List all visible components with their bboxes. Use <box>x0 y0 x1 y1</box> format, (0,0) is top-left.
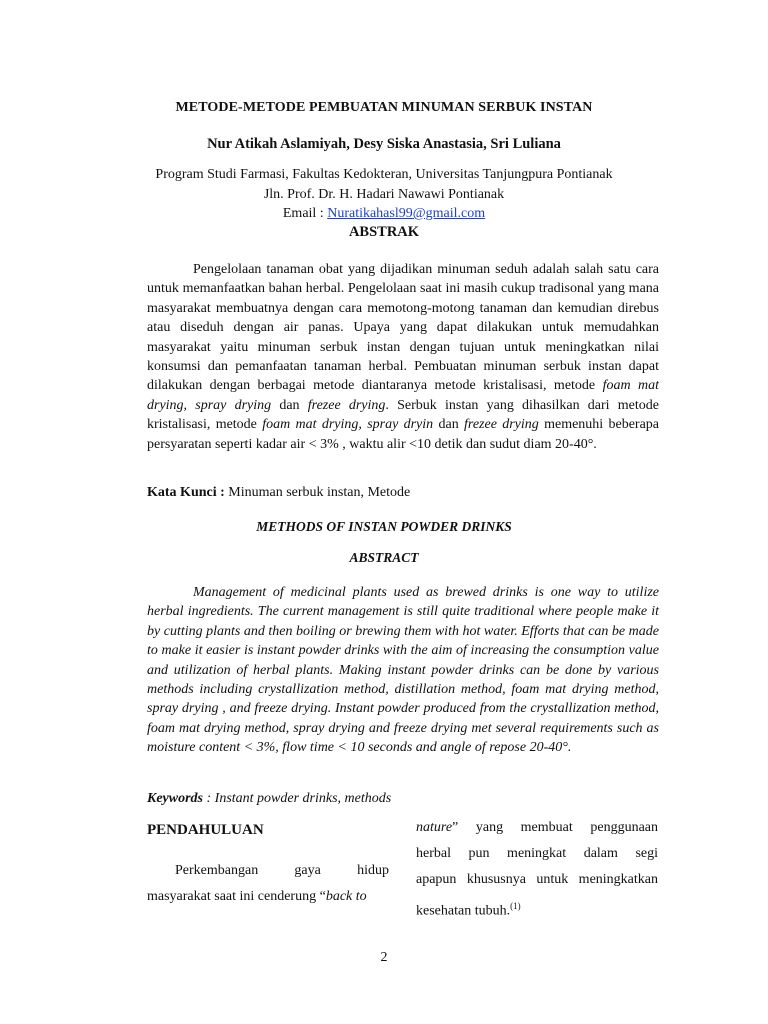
keywords-text: : Instant powder drinks, methods <box>203 791 392 806</box>
address: Jln. Prof. Dr. H. Hadari Nawawi Pontianak <box>263 187 505 202</box>
keywords <box>147 791 391 807</box>
pendahuluan-heading: PENDAHULUAN <box>147 822 264 838</box>
email-line <box>0 206 768 222</box>
reference-marker: (1) <box>510 901 521 911</box>
abstrak-paragraph: Pengelolaan tanaman obat yang dijadikan minuman seduh adalah salah satu cara untuk memanfaatkan bahan herbal. Pengelolaan saat ini masih cukup tradisonal yang mana masyarakat membuatnya dengan cara memotong-motong tanaman dan kemudian direbus atau diseduh dengan air panas. Upaya yang dapat dilakukan untuk memudahkan masyarakat yaitu minuman serbuk instan dengan tujuan untuk meningkatkan nilai konsumsi dan pemanfaatan tanaman herbal. Pembuatan minuman serbuk instan dapat dilakukan dengan berbagai metode diantaranya metode kristalisasi, metode foam mat drying, spray drying dan frezee drying. Serbuk instan yang dihasilkan dari metode kristalisasi, metode foam mat drying, spray dryin dan frezee drying memenuhi beberapa persyaratan seperti kadar air < 3% , waktu alir <10 detik dan sudut diam 20-40°. <box>147 262 660 452</box>
abstract-paragraph: Management of medicinal plants used as brewed drinks is one way to utilize herbal ingredients. The current management is still quite traditional where people make it by cutting plants and then boiling or brewing them with hot water. Efforts that can be made to make it easier is instant powder drinks with the aim of increasing the consumption value and utilization of herbal plants. Making instant powder drinks can be done by various methods including crystallization method, distillation method, foam mat drying method, spray drying , and freeze drying. Instant powder produced from the crystallization method, foam mat drying method, spray drying and freeze drying met several requirements such as moisture content < 3%, flow time < 10 seconds and angle of repose 20-40°. <box>147 585 659 756</box>
email-link[interactable]: Nuratikahasl99@gmail.com <box>327 206 486 221</box>
keywords-label: Keywords <box>147 791 203 806</box>
kata-kunci-text: Minuman serbuk instan, Metode <box>224 485 411 500</box>
abstract-heading: ABSTRACT <box>349 550 419 565</box>
affiliation: Program Studi Farmasi, Fakultas Kedokteran, Universitas Tanjungpura Pontianak <box>155 167 613 182</box>
kata-kunci-label: Kata Kunci : <box>147 485 225 500</box>
abstrak-heading: ABSTRAK <box>348 224 420 240</box>
email-label: Email : <box>282 206 328 221</box>
paper-title: METODE-METODE PEMBUATAN MINUMAN SERBUK INSTAN <box>175 100 593 115</box>
left-column-text <box>147 858 389 910</box>
left-line-1: Perkembangan gaya hidup <box>175 863 389 878</box>
right-line-3: apapun khususnya untuk meningkatkan <box>416 872 658 887</box>
right-column-text <box>416 815 658 925</box>
left-line-2: masyarakat saat ini cenderung “back to <box>147 889 367 904</box>
authors: Nur Atikah Aslamiyah, Desy Siska Anastasia, Sri Luliana <box>207 136 561 152</box>
right-line-4: kesehatan tubuh.$^{(1)}$ <box>416 901 521 919</box>
right-line-1: nature” yang membuat penggunaan <box>416 820 658 835</box>
english-title: METHODS OF INSTAN POWDER DRINKS <box>256 519 512 534</box>
right-line-2: herbal pun meningkat dalam segi <box>416 846 658 861</box>
kata-kunci <box>147 485 410 501</box>
page-number: 2 <box>380 950 388 965</box>
